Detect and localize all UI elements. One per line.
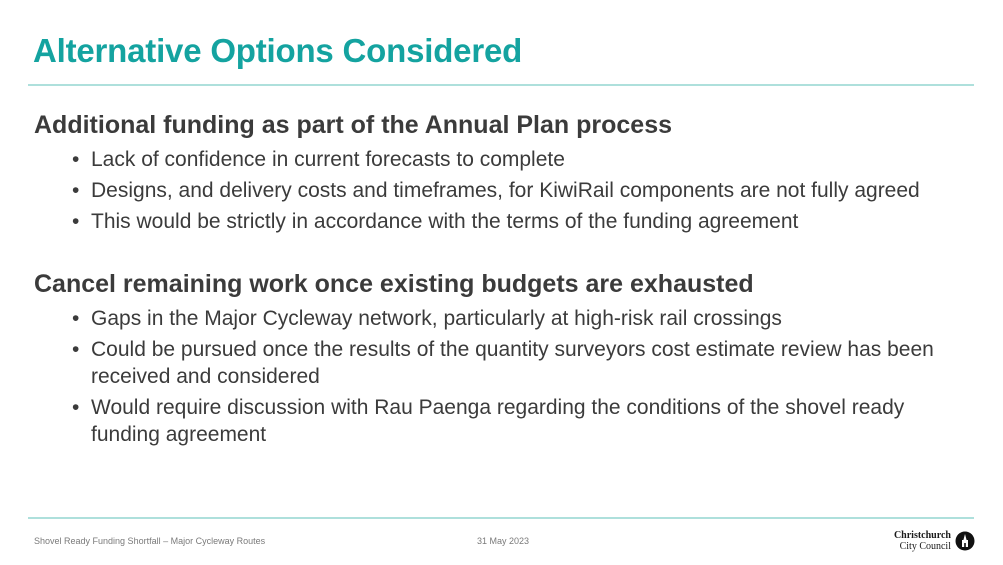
bullet-item bbox=[34, 394, 964, 448]
bullet-dot-icon: • bbox=[72, 338, 80, 361]
title-divider bbox=[28, 84, 974, 86]
logo-line-1: Christchurch bbox=[893, 530, 951, 541]
bullet-dot-icon: • bbox=[72, 179, 80, 202]
bullet-item bbox=[34, 177, 964, 204]
bullet-item bbox=[34, 146, 964, 173]
section-cancel-remaining-work bbox=[34, 267, 964, 448]
footer-presentation-title: Shovel Ready Funding Shortfall – Major Cycleway Routes bbox=[34, 536, 266, 546]
bullet-list bbox=[34, 305, 964, 448]
bullet-list bbox=[34, 146, 964, 235]
bullet-dot-icon: • bbox=[72, 210, 80, 233]
bullet-dot-icon: • bbox=[72, 307, 80, 330]
bullet-dot-icon: • bbox=[72, 396, 80, 419]
bullet-item bbox=[34, 336, 964, 390]
section-heading: Cancel remaining work once existing budgets are exhausted bbox=[34, 270, 754, 298]
bullet-text: Designs, and delivery costs and timeframes, for KiwiRail components are not fully agreed bbox=[91, 179, 920, 202]
slide-title: Alternative Options Considered bbox=[33, 32, 523, 69]
bullet-item bbox=[34, 305, 964, 332]
logo-wordmark bbox=[894, 530, 951, 552]
slide-content bbox=[34, 108, 964, 480]
bullet-item bbox=[34, 208, 964, 235]
bullet-dot-icon: • bbox=[72, 148, 80, 171]
section-heading: Additional funding as part of the Annual Plan process bbox=[34, 111, 673, 139]
cathedral-spire-icon bbox=[955, 531, 975, 551]
bullet-text: This would be strictly in accordance with the terms of the funding agreement bbox=[91, 210, 799, 233]
section-additional-funding bbox=[34, 108, 964, 235]
bullet-text: Would require discussion with Rau Paenga regarding the conditions of the shovel ready funding agreement bbox=[91, 396, 905, 446]
bullet-text: Gaps in the Major Cycleway network, particularly at high-risk rail crossings bbox=[91, 307, 782, 330]
council-logo bbox=[894, 530, 975, 552]
bullet-text: Lack of confidence in current forecasts to complete bbox=[91, 148, 565, 171]
bullet-text: Could be pursued once the results of the quantity surveyors cost estimate review has been received and considered bbox=[91, 338, 934, 388]
logo-line-2: City Council bbox=[899, 541, 951, 552]
footer-divider bbox=[28, 517, 974, 519]
footer-date: 31 May 2023 bbox=[477, 536, 530, 546]
